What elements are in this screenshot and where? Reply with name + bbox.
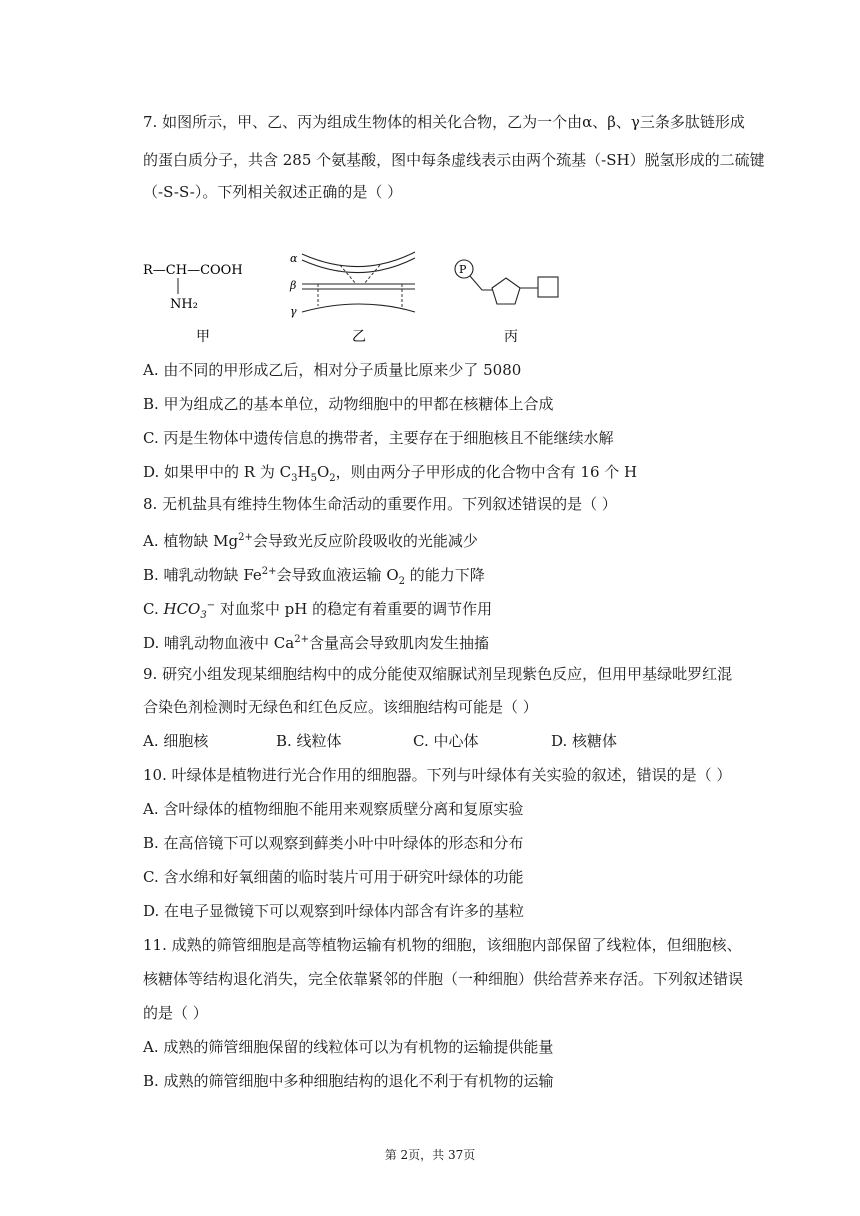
- q8-option-d: D. 哺乳动物血液中 $Ca^{2+}$含量高会导致肌肉发生抽搐: [143, 634, 489, 652]
- q7-option-d: D. 如果甲中的 R 为 $C_3H_5O_2$，则由两分子甲形成的化合物中含有 16 个 H: [143, 463, 638, 484]
- bing-link-1: [470, 276, 493, 290]
- q7-stem-line1: 7. 如图所示，甲、乙、丙为组成生物体的相关化合物，乙为一个由α、β、γ三条多肽链形成: [143, 113, 745, 131]
- yi-alpha-chain: [302, 252, 415, 267]
- yi-gamma-label: γ: [290, 305, 297, 318]
- q8-option-b: B. 哺乳动物缺 $Fe^{2+}$会导致血液运输 $O_2$ 的能力下降: [143, 566, 485, 587]
- q7-figure: [140, 240, 580, 350]
- q9-option-b: B. 线粒体: [276, 732, 342, 750]
- q10-option-c: C. 含水绵和好氧细菌的临时装片可用于研究叶绿体的功能: [143, 868, 524, 886]
- q11-stem-line1: 11. 成熟的筛管细胞是高等植物运输有机物的细胞，该细胞内部保留了线粒体，但细胞核、: [143, 936, 742, 954]
- page-footer: 第 2页，共 37页: [384, 1148, 476, 1162]
- bing-label: 丙: [504, 329, 518, 345]
- jia-formula-bottom: NH₂: [170, 297, 198, 312]
- yi-beta-label: β: [290, 279, 297, 292]
- yi-label: 乙: [352, 329, 366, 345]
- q9-option-c: C. 中心体: [413, 732, 479, 750]
- q11-option-a: A. 成熟的筛管细胞保留的线粒体可以为有机物的运输提供能量: [143, 1038, 554, 1056]
- q10-option-d: D. 在电子显微镜下可以观察到叶绿体内部含有许多的基粒: [143, 902, 525, 920]
- q11-option-b: B. 成熟的筛管细胞中多种细胞结构的退化不利于有机物的运输: [143, 1072, 554, 1090]
- q11-stem-line3: 的是（ ）: [143, 1004, 208, 1022]
- q8-stem: 8. 无机盐具有维持生物体生命活动的重要作用。下列叙述错误的是（ ）: [143, 495, 617, 513]
- q10-option-a: A. 含叶绿体的植物细胞不能用来观察质壁分离和复原实验: [143, 800, 524, 818]
- q8-option-c: C. $HCO_3^-$ 对血浆中 pH 的稳定有着重要的调节作用: [143, 600, 493, 621]
- q7-stem-line2: 的蛋白质分子，共含 285 个氨基酸，图中每条虚线表示由两个巯基（-SH）脱氢形成的二硫键: [143, 151, 765, 169]
- q7-option-a: A. 由不同的甲形成乙后，相对分子质量比原来少了 5080: [143, 361, 522, 379]
- q9-stem-line2: 合染色剂检测时无绿色和红色反应。该细胞结构可能是（ ）: [143, 698, 538, 716]
- q11-stem-line2: 核糖体等结构退化消失，完全依靠紧邻的伴胞（一种细胞）供给营养来存活。下列叙述错误: [143, 970, 744, 988]
- q7-option-c: C. 丙是生物体中遗传信息的携带者，主要存在于细胞核且不能继续水解: [143, 429, 614, 447]
- q9-option-d: D. 核糖体: [551, 732, 618, 750]
- yi-disulfide-2: [364, 265, 380, 284]
- q9-stem-line1: 9. 研究小组发现某细胞结构中的成分能使双缩脲试剂呈现紫色反应，但用甲基绿吡罗红混: [143, 665, 733, 683]
- bing-base-icon: [538, 277, 558, 297]
- bing-p-label: P: [459, 263, 467, 276]
- q7-stem-line3: （-S-S-）。下列相关叙述正确的是（ ）: [143, 183, 403, 201]
- yi-alpha-label: α: [290, 252, 298, 265]
- jia-label: 甲: [196, 329, 210, 345]
- q8-option-a: A. 植物缺 $Mg^{2+}$会导致光反应阶段吸收的光能减少: [143, 532, 478, 550]
- q10-option-b: B. 在高倍镜下可以观察到藓类小叶中叶绿体的形态和分布: [143, 834, 524, 852]
- jia-formula-top: R—CH—COOH: [143, 263, 243, 278]
- yi-disulfide-1: [340, 265, 356, 284]
- q9-option-a: A. 细胞核: [143, 732, 209, 750]
- q10-stem: 10. 叶绿体是植物进行光合作用的细胞器。下列与叶绿体有关实验的叙述，错误的是（ ）: [143, 766, 732, 784]
- q7-option-b: B. 甲为组成乙的基本单位，动物细胞中的甲都在核糖体上合成: [143, 395, 554, 413]
- yi-gamma-chain: [302, 304, 415, 312]
- bing-pentose-icon: [492, 278, 520, 304]
